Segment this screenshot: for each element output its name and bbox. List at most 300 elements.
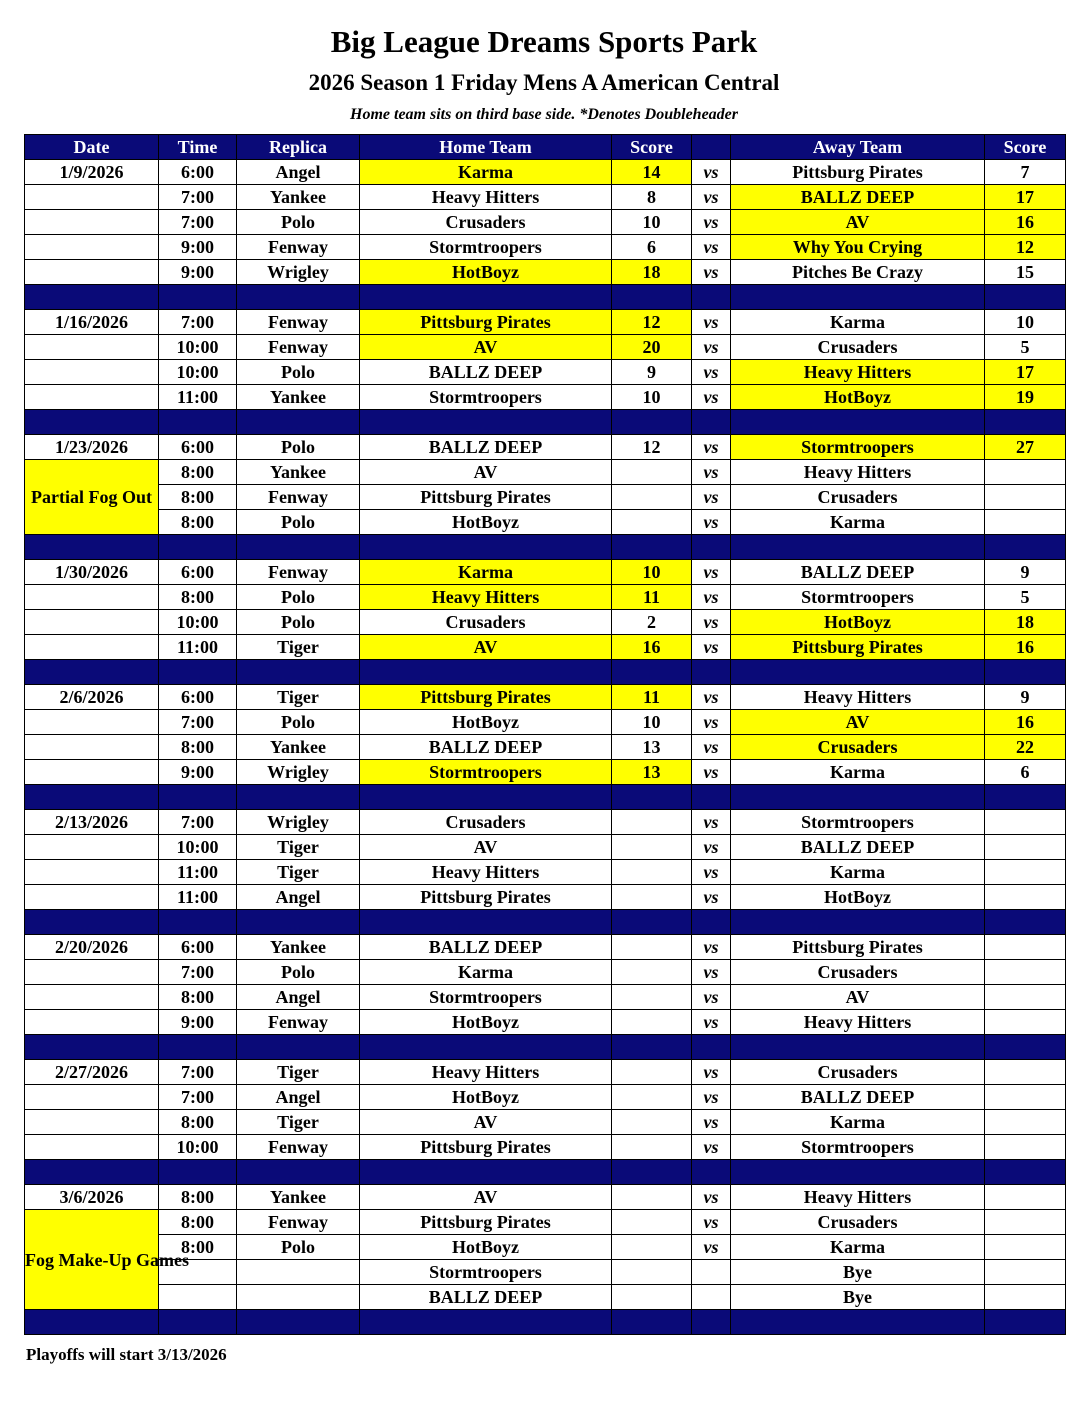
away-team: Heavy Hitters <box>731 460 985 485</box>
home-team: BALLZ DEEP <box>360 735 612 760</box>
separator-cell <box>985 410 1066 435</box>
home-team: Karma <box>360 160 612 185</box>
week-separator-row <box>25 1310 1066 1335</box>
week-separator-row <box>25 785 1066 810</box>
date-empty-cell <box>25 1110 159 1135</box>
page-subtitle: 2026 Season 1 Friday Mens A American Central <box>308 70 780 95</box>
away-score: 7 <box>985 160 1066 185</box>
away-team: Crusaders <box>731 1210 985 1235</box>
home-score <box>612 1060 692 1085</box>
vs-label: vs <box>692 360 731 385</box>
separator-cell <box>25 1160 159 1185</box>
home-score <box>612 885 692 910</box>
away-score: 27 <box>985 435 1066 460</box>
away-score <box>985 1110 1066 1135</box>
home-score <box>612 1210 692 1235</box>
game-row <box>25 860 1066 885</box>
game-replica-field: Yankee <box>237 385 360 410</box>
game-row <box>25 985 1066 1010</box>
game-date: 2/6/2026 <box>25 685 159 710</box>
date-empty-cell <box>25 260 159 285</box>
game-replica-field: Polo <box>237 210 360 235</box>
game-replica-field: Polo <box>237 710 360 735</box>
separator-cell <box>731 1160 985 1185</box>
game-row <box>25 210 1066 235</box>
home-score <box>612 510 692 535</box>
game-time: 7:00 <box>159 310 237 335</box>
away-score: 17 <box>985 185 1066 210</box>
game-row <box>25 585 1066 610</box>
away-team: Karma <box>731 310 985 335</box>
week-separator-row <box>25 1160 1066 1185</box>
home-team: BALLZ DEEP <box>360 360 612 385</box>
game-time: 6:00 <box>159 935 237 960</box>
date-empty-cell <box>25 360 159 385</box>
game-replica-field: Angel <box>237 985 360 1010</box>
game-replica-field: Fenway <box>237 335 360 360</box>
separator-cell <box>612 285 692 310</box>
game-row <box>25 835 1066 860</box>
separator-cell <box>692 535 731 560</box>
separator-cell <box>985 910 1066 935</box>
home-score: 14 <box>612 160 692 185</box>
away-score <box>985 1135 1066 1160</box>
date-empty-cell <box>25 960 159 985</box>
week-separator-row <box>25 1035 1066 1060</box>
game-replica-field: Fenway <box>237 485 360 510</box>
date-empty-cell <box>25 710 159 735</box>
game-row <box>25 735 1066 760</box>
home-team: Pittsburg Pirates <box>360 1135 612 1160</box>
date-empty-cell <box>25 1135 159 1160</box>
game-replica-field: Yankee <box>237 460 360 485</box>
separator-cell <box>360 1035 612 1060</box>
separator-cell <box>237 660 360 685</box>
date-empty-cell <box>25 210 159 235</box>
home-team: Crusaders <box>360 610 612 635</box>
separator-cell <box>360 660 612 685</box>
home-team: Pittsburg Pirates <box>360 1210 612 1235</box>
game-row <box>25 360 1066 385</box>
separator-cell <box>360 285 612 310</box>
away-score <box>985 510 1066 535</box>
separator-cell <box>159 910 237 935</box>
home-score <box>612 1235 692 1260</box>
vs-label: vs <box>692 935 731 960</box>
vs-label: vs <box>692 985 731 1010</box>
header-row <box>25 135 1066 160</box>
vs-label: vs <box>692 210 731 235</box>
vs-label: vs <box>692 810 731 835</box>
game-date: 2/20/2026 <box>25 935 159 960</box>
away-score: 9 <box>985 685 1066 710</box>
game-row <box>25 710 1066 735</box>
home-team: HotBoyz <box>360 510 612 535</box>
game-replica-field <box>237 1260 360 1285</box>
col-header-home-team: Home Team <box>360 135 612 160</box>
separator-cell <box>985 285 1066 310</box>
away-team: Pitches Be Crazy <box>731 260 985 285</box>
away-team: Crusaders <box>731 485 985 510</box>
home-team: Stormtroopers <box>360 385 612 410</box>
date-empty-cell <box>25 860 159 885</box>
home-score: 16 <box>612 635 692 660</box>
game-replica-field: Yankee <box>237 185 360 210</box>
separator-cell <box>237 535 360 560</box>
game-replica-field: Yankee <box>237 1185 360 1210</box>
separator-cell <box>25 1035 159 1060</box>
home-score <box>612 810 692 835</box>
date-empty-cell <box>25 1085 159 1110</box>
home-score: 18 <box>612 260 692 285</box>
game-time: 9:00 <box>159 1010 237 1035</box>
away-team: Crusaders <box>731 335 985 360</box>
home-team: AV <box>360 1110 612 1135</box>
game-time: 9:00 <box>159 760 237 785</box>
home-score <box>612 485 692 510</box>
game-row <box>25 310 1066 335</box>
home-team: AV <box>360 335 612 360</box>
home-team: Karma <box>360 560 612 585</box>
home-score: 12 <box>612 435 692 460</box>
vs-label: vs <box>692 835 731 860</box>
away-score <box>985 1235 1066 1260</box>
away-team: Bye <box>731 1285 985 1310</box>
vs-label: vs <box>692 1135 731 1160</box>
vs-label: vs <box>692 1210 731 1235</box>
game-time <box>159 1285 237 1310</box>
game-row <box>25 635 1066 660</box>
header-note: Home team sits on third base side. *Denotes Doubleheader <box>350 106 738 123</box>
home-score: 11 <box>612 585 692 610</box>
game-time: 7:00 <box>159 185 237 210</box>
game-time: 8:00 <box>159 460 237 485</box>
vs-label: vs <box>692 1060 731 1085</box>
footer-note: Playoffs will start 3/13/2026 <box>26 1345 227 1364</box>
vs-label: vs <box>692 335 731 360</box>
home-team: Stormtroopers <box>360 760 612 785</box>
game-date: 1/16/2026 <box>25 310 159 335</box>
home-score: 8 <box>612 185 692 210</box>
away-score: 5 <box>985 585 1066 610</box>
vs-label: vs <box>692 260 731 285</box>
vs-label: vs <box>692 735 731 760</box>
game-row <box>25 435 1066 460</box>
game-row <box>25 485 1066 510</box>
date-empty-cell <box>25 1010 159 1035</box>
separator-cell <box>360 785 612 810</box>
vs-label: vs <box>692 310 731 335</box>
separator-cell <box>731 285 985 310</box>
game-time: 7:00 <box>159 810 237 835</box>
game-time: 11:00 <box>159 385 237 410</box>
home-team: AV <box>360 1185 612 1210</box>
game-replica-field: Polo <box>237 585 360 610</box>
game-row <box>25 385 1066 410</box>
game-replica-field: Tiger <box>237 1060 360 1085</box>
game-time: 8:00 <box>159 585 237 610</box>
home-score: 13 <box>612 760 692 785</box>
vs-label: vs <box>692 585 731 610</box>
separator-cell <box>985 1035 1066 1060</box>
separator-cell <box>985 1160 1066 1185</box>
vs-label: vs <box>692 435 731 460</box>
separator-cell <box>237 785 360 810</box>
away-team: Stormtroopers <box>731 810 985 835</box>
separator-cell <box>360 535 612 560</box>
away-team: HotBoyz <box>731 385 985 410</box>
home-team: HotBoyz <box>360 1010 612 1035</box>
separator-cell <box>360 410 612 435</box>
separator-cell <box>159 1035 237 1060</box>
home-score: 13 <box>612 735 692 760</box>
home-score <box>612 860 692 885</box>
vs-label: vs <box>692 1235 731 1260</box>
home-score <box>612 1285 692 1310</box>
game-row <box>25 1110 1066 1135</box>
schedule-body <box>25 160 1066 1335</box>
game-replica-field: Polo <box>237 1235 360 1260</box>
vs-label: vs <box>692 510 731 535</box>
col-header-away-team: Away Team <box>731 135 985 160</box>
home-team: AV <box>360 460 612 485</box>
away-score: 16 <box>985 210 1066 235</box>
game-replica-field: Fenway <box>237 1210 360 1235</box>
home-score <box>612 1135 692 1160</box>
away-score <box>985 935 1066 960</box>
date-empty-cell <box>25 835 159 860</box>
separator-cell <box>159 660 237 685</box>
game-row <box>25 460 1066 485</box>
game-date: 2/27/2026 <box>25 1060 159 1085</box>
game-replica-field: Polo <box>237 960 360 985</box>
vs-label: vs <box>692 860 731 885</box>
col-header-home-score: Score <box>612 135 692 160</box>
away-score: 12 <box>985 235 1066 260</box>
home-team: BALLZ DEEP <box>360 935 612 960</box>
separator-cell <box>25 410 159 435</box>
game-row <box>25 185 1066 210</box>
away-score <box>985 810 1066 835</box>
away-score <box>985 860 1066 885</box>
away-score: 22 <box>985 735 1066 760</box>
game-replica-field: Polo <box>237 360 360 385</box>
separator-cell <box>237 1310 360 1335</box>
game-time: 7:00 <box>159 1060 237 1085</box>
away-score <box>985 1185 1066 1210</box>
game-time: 6:00 <box>159 685 237 710</box>
col-header-time: Time <box>159 135 237 160</box>
away-score: 6 <box>985 760 1066 785</box>
vs-label: vs <box>692 485 731 510</box>
game-replica-field: Tiger <box>237 635 360 660</box>
away-team: BALLZ DEEP <box>731 185 985 210</box>
separator-cell <box>692 910 731 935</box>
game-row <box>25 1235 1066 1260</box>
away-team: AV <box>731 710 985 735</box>
game-time: 8:00 <box>159 1185 237 1210</box>
game-time: 6:00 <box>159 160 237 185</box>
date-empty-cell <box>25 235 159 260</box>
home-score <box>612 835 692 860</box>
away-team: AV <box>731 210 985 235</box>
home-score: 10 <box>612 560 692 585</box>
separator-cell <box>25 1310 159 1335</box>
game-replica-field: Wrigley <box>237 760 360 785</box>
home-score: 10 <box>612 385 692 410</box>
separator-cell <box>159 285 237 310</box>
home-team: HotBoyz <box>360 710 612 735</box>
game-replica-field: Wrigley <box>237 260 360 285</box>
vs-label: vs <box>692 160 731 185</box>
game-time: 10:00 <box>159 335 237 360</box>
game-time: 8:00 <box>159 510 237 535</box>
game-time: 11:00 <box>159 860 237 885</box>
date-empty-cell <box>25 610 159 635</box>
away-team: Karma <box>731 510 985 535</box>
date-empty-cell <box>25 185 159 210</box>
away-team: HotBoyz <box>731 610 985 635</box>
separator-cell <box>237 1035 360 1060</box>
col-header-date: Date <box>25 135 159 160</box>
home-score <box>612 460 692 485</box>
game-row <box>25 335 1066 360</box>
separator-cell <box>731 535 985 560</box>
col-header-vs <box>692 135 731 160</box>
game-time: 6:00 <box>159 435 237 460</box>
game-time: 7:00 <box>159 1085 237 1110</box>
home-team: Stormtroopers <box>360 235 612 260</box>
separator-cell <box>692 1160 731 1185</box>
game-replica-field: Tiger <box>237 835 360 860</box>
game-row <box>25 1185 1066 1210</box>
game-row <box>25 1060 1066 1085</box>
home-team: HotBoyz <box>360 260 612 285</box>
game-date: 1/23/2026 <box>25 435 159 460</box>
away-score <box>985 885 1066 910</box>
separator-cell <box>692 660 731 685</box>
separator-cell <box>985 1310 1066 1335</box>
game-replica-field: Angel <box>237 885 360 910</box>
home-score: 20 <box>612 335 692 360</box>
separator-cell <box>25 660 159 685</box>
game-time: 8:00 <box>159 1110 237 1135</box>
game-replica-field: Fenway <box>237 1135 360 1160</box>
vs-label: vs <box>692 1010 731 1035</box>
game-replica-field: Wrigley <box>237 810 360 835</box>
home-team: Crusaders <box>360 210 612 235</box>
separator-cell <box>237 410 360 435</box>
game-replica-field <box>237 1285 360 1310</box>
home-score: 10 <box>612 710 692 735</box>
game-row <box>25 260 1066 285</box>
away-team: Pittsburg Pirates <box>731 935 985 960</box>
away-team: Crusaders <box>731 1060 985 1085</box>
away-score <box>985 960 1066 985</box>
game-time: 10:00 <box>159 360 237 385</box>
game-time: 9:00 <box>159 235 237 260</box>
away-score <box>985 1085 1066 1110</box>
away-score: 17 <box>985 360 1066 385</box>
home-team: Pittsburg Pirates <box>360 685 612 710</box>
away-score: 19 <box>985 385 1066 410</box>
date-empty-cell <box>25 735 159 760</box>
away-score: 16 <box>985 635 1066 660</box>
away-team: Stormtroopers <box>731 435 985 460</box>
home-team: Heavy Hitters <box>360 860 612 885</box>
home-team: Heavy Hitters <box>360 585 612 610</box>
separator-cell <box>612 535 692 560</box>
separator-cell <box>237 910 360 935</box>
date-empty-cell <box>25 385 159 410</box>
vs-label: vs <box>692 635 731 660</box>
separator-cell <box>692 1310 731 1335</box>
schedule-table <box>24 134 1066 1335</box>
separator-cell <box>731 1035 985 1060</box>
game-row <box>25 610 1066 635</box>
away-score <box>985 1260 1066 1285</box>
away-team: Pittsburg Pirates <box>731 160 985 185</box>
game-replica-field: Angel <box>237 160 360 185</box>
game-row <box>25 960 1066 985</box>
away-team: Stormtroopers <box>731 585 985 610</box>
game-replica-field: Yankee <box>237 935 360 960</box>
away-team: Heavy Hitters <box>731 685 985 710</box>
away-team: Pittsburg Pirates <box>731 635 985 660</box>
separator-cell <box>237 285 360 310</box>
separator-cell <box>612 1310 692 1335</box>
game-replica-field: Tiger <box>237 860 360 885</box>
separator-cell <box>612 410 692 435</box>
separator-cell <box>237 1160 360 1185</box>
separator-cell <box>692 410 731 435</box>
home-team: AV <box>360 635 612 660</box>
away-team: HotBoyz <box>731 885 985 910</box>
week-separator-row <box>25 285 1066 310</box>
home-team: Pittsburg Pirates <box>360 310 612 335</box>
home-score: 10 <box>612 210 692 235</box>
separator-cell <box>159 1310 237 1335</box>
vs-label: vs <box>692 460 731 485</box>
date-empty-cell <box>25 985 159 1010</box>
week-separator-row <box>25 660 1066 685</box>
game-time: 10:00 <box>159 610 237 635</box>
vs-label: vs <box>692 885 731 910</box>
away-team: BALLZ DEEP <box>731 1085 985 1110</box>
game-time: 7:00 <box>159 210 237 235</box>
home-team: BALLZ DEEP <box>360 1285 612 1310</box>
game-row <box>25 1285 1066 1310</box>
separator-cell <box>612 660 692 685</box>
home-score <box>612 1185 692 1210</box>
vs-label: vs <box>692 560 731 585</box>
game-row <box>25 935 1066 960</box>
game-row <box>25 1085 1066 1110</box>
game-time: 8:00 <box>159 735 237 760</box>
game-row <box>25 810 1066 835</box>
game-date: 2/13/2026 <box>25 810 159 835</box>
page-title: Big League Dreams Sports Park <box>330 24 758 59</box>
away-score <box>985 985 1066 1010</box>
game-time: 11:00 <box>159 885 237 910</box>
game-row <box>25 685 1066 710</box>
game-row <box>25 160 1066 185</box>
home-score <box>612 1085 692 1110</box>
date-empty-cell <box>25 635 159 660</box>
away-score: 9 <box>985 560 1066 585</box>
home-score <box>612 1260 692 1285</box>
away-team: Bye <box>731 1260 985 1285</box>
